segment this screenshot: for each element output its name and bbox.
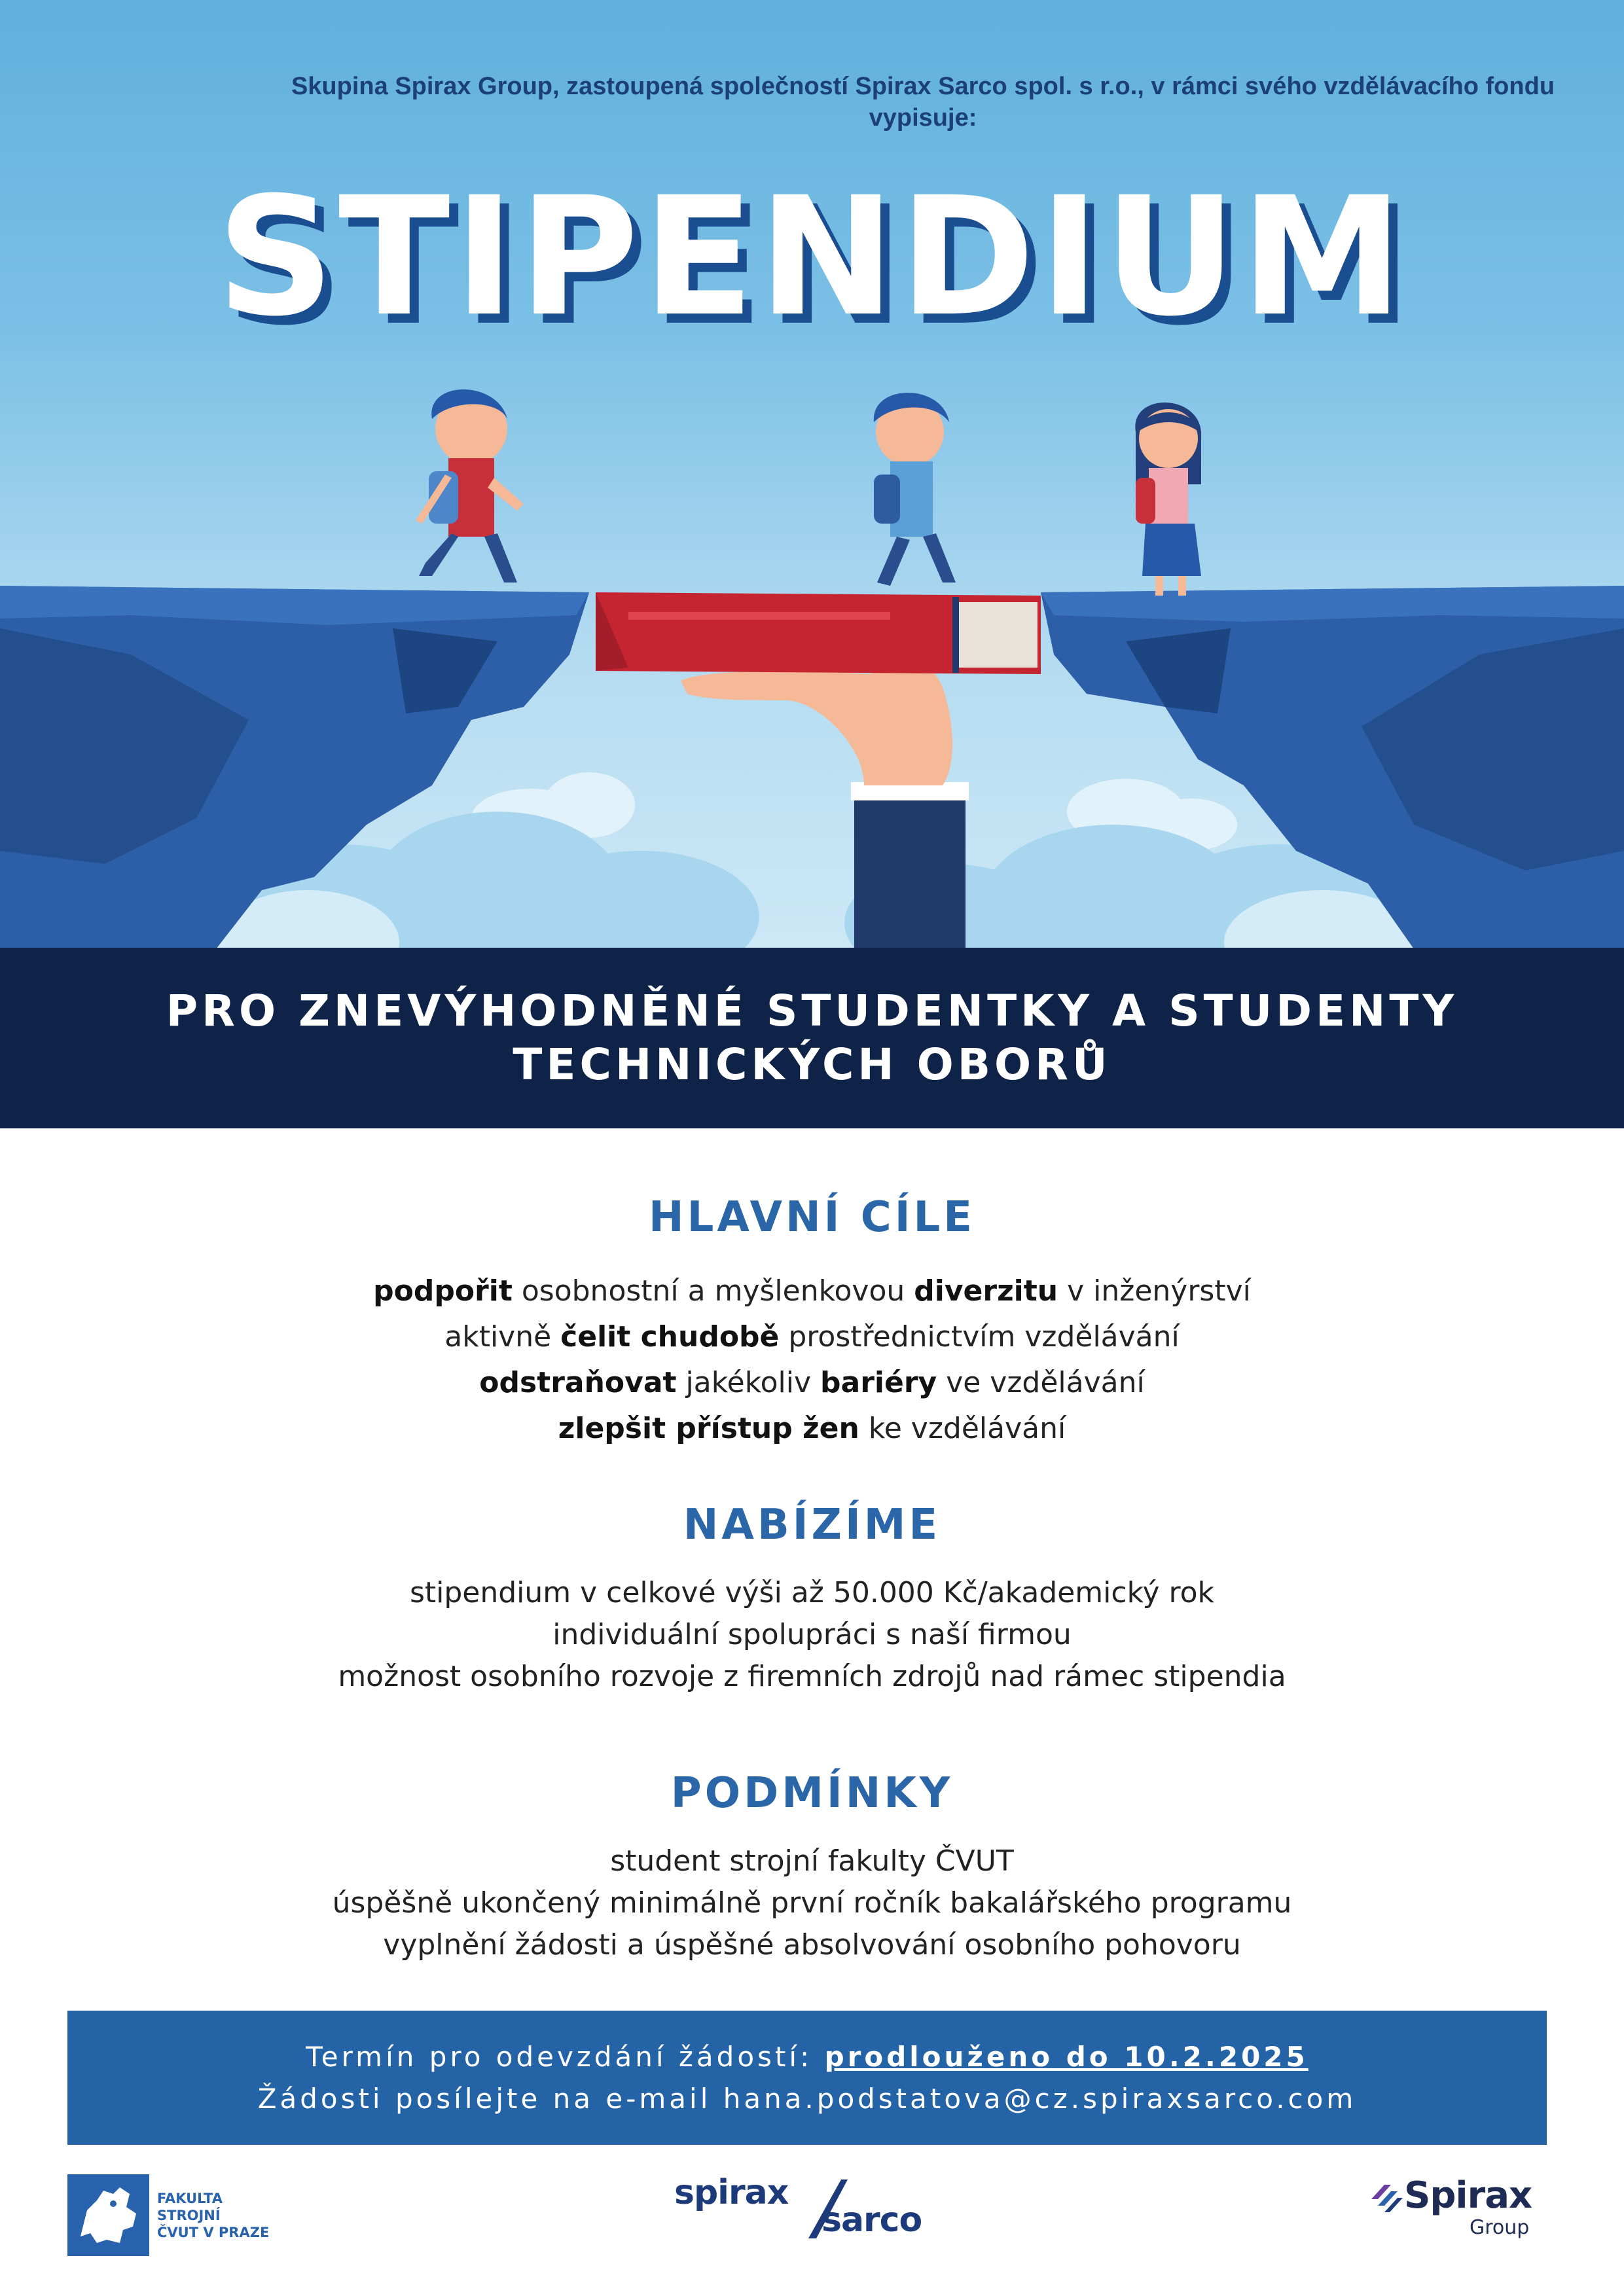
student-boy-left bbox=[416, 389, 524, 583]
text-line bbox=[0, 1268, 1624, 1314]
fs-logo-line1: FAKULTA bbox=[157, 2191, 223, 2206]
spirax-group-logo bbox=[1365, 2174, 1555, 2246]
offer-heading: NABÍZÍME bbox=[683, 1501, 941, 1549]
body-text: v inženýrství bbox=[1058, 1274, 1251, 1308]
deadline-value: prodlouženo do 10.2.2025 bbox=[824, 2040, 1308, 2073]
body-text: student strojní fakulty ČVUT bbox=[610, 1844, 1014, 1878]
email-line[interactable]: Žádosti posílejte na e-mail hana.podstatova@cz.spiraxsarco.com bbox=[257, 2082, 1357, 2115]
emphasis-text: odstraňovat bbox=[479, 1366, 677, 1399]
page-title: STIPENDIUM bbox=[216, 162, 1408, 352]
text-line bbox=[0, 1840, 1624, 1882]
spirax-sarco-word1: spirax bbox=[674, 2173, 789, 2212]
body-text: možnost osobního rozvoje z firemních zdrojů nad rámec stipendia bbox=[338, 1660, 1286, 1693]
target-audience-band bbox=[0, 948, 1624, 1128]
text-line bbox=[0, 1882, 1624, 1924]
body-text: stipendium v celkové výši až 50.000 Kč/akademický rok bbox=[409, 1576, 1215, 1609]
body-text: aktivně bbox=[444, 1320, 561, 1354]
text-line bbox=[0, 1314, 1624, 1360]
deadline-notice bbox=[67, 2011, 1547, 2145]
text-line bbox=[0, 1656, 1624, 1698]
section-offer bbox=[0, 1499, 1624, 1698]
emphasis-text: diverzitu bbox=[914, 1274, 1058, 1308]
conditions-lines bbox=[0, 1840, 1624, 1966]
arm-sleeve bbox=[854, 789, 965, 949]
scene-graphic bbox=[0, 0, 1624, 949]
spirax-sarco-logo bbox=[674, 2173, 949, 2245]
deadline-line bbox=[306, 2036, 1308, 2078]
body-text: jakékoliv bbox=[676, 1366, 821, 1399]
text-line bbox=[0, 1406, 1624, 1452]
student-boy-middle bbox=[874, 393, 956, 586]
fs-cvut-logo bbox=[67, 2174, 290, 2256]
body-text: osobnostní a myšlenkovou bbox=[512, 1274, 914, 1308]
conditions-heading: PODMÍNKY bbox=[670, 1769, 954, 1818]
text-line bbox=[0, 1572, 1624, 1614]
spirax-sarco-word2: sarco bbox=[821, 2200, 922, 2240]
spirax-group-word2: Group bbox=[1470, 2216, 1530, 2239]
book bbox=[596, 592, 1041, 674]
fs-logo-line2: STROJNÍ bbox=[157, 2208, 221, 2223]
lion-emblem-icon bbox=[67, 2174, 149, 2256]
spirax-group-mark-icon bbox=[1365, 2179, 1404, 2219]
text-line bbox=[0, 1360, 1624, 1406]
emphasis-text: podpořit bbox=[373, 1274, 513, 1308]
body-text: ve vzdělávání bbox=[937, 1366, 1145, 1399]
text-line bbox=[0, 1614, 1624, 1656]
goals-heading: HLAVNÍ CÍLE bbox=[649, 1193, 975, 1242]
fs-logo-line3: ČVUT V PRAZE bbox=[157, 2225, 270, 2240]
offer-lines bbox=[0, 1572, 1624, 1698]
intro-text: Skupina Spirax Group, zastoupená společností Spirax Sarco spol. s r.o., v rámci svého vzdělávacího fondu vypisuje: bbox=[291, 73, 1555, 132]
emphasis-text: bariéry bbox=[820, 1366, 937, 1399]
body-text: úspěšně ukončený minimálně první ročník bakalářského programu bbox=[332, 1886, 1292, 1920]
body-text: individuální spolupráci s naší firmou bbox=[552, 1618, 1072, 1651]
section-goals bbox=[0, 1191, 1624, 1452]
target-audience-text: PRO ZNEVÝHODNĚNÉ STUDENTKY A STUDENTY TECHNICKÝCH OBORŮ bbox=[166, 986, 1458, 1090]
emphasis-text: čelit chudobě bbox=[560, 1320, 780, 1354]
body-text: vyplnění žádosti a úspěšné absolvování osobního pohovoru bbox=[383, 1928, 1241, 1962]
deadline-label: Termín pro odevzdání žádostí: bbox=[306, 2040, 825, 2073]
section-conditions bbox=[0, 1767, 1624, 1966]
hero-illustration bbox=[0, 0, 1624, 949]
goals-lines bbox=[0, 1268, 1624, 1452]
student-girl-right bbox=[1135, 403, 1201, 596]
spirax-group-word1: Spirax bbox=[1404, 2174, 1532, 2217]
body-text: ke vzdělávání bbox=[859, 1412, 1066, 1445]
body-text: prostřednictvím vzdělávání bbox=[779, 1320, 1180, 1354]
emphasis-text: zlepšit přístup žen bbox=[558, 1412, 859, 1445]
text-line bbox=[0, 1924, 1624, 1966]
